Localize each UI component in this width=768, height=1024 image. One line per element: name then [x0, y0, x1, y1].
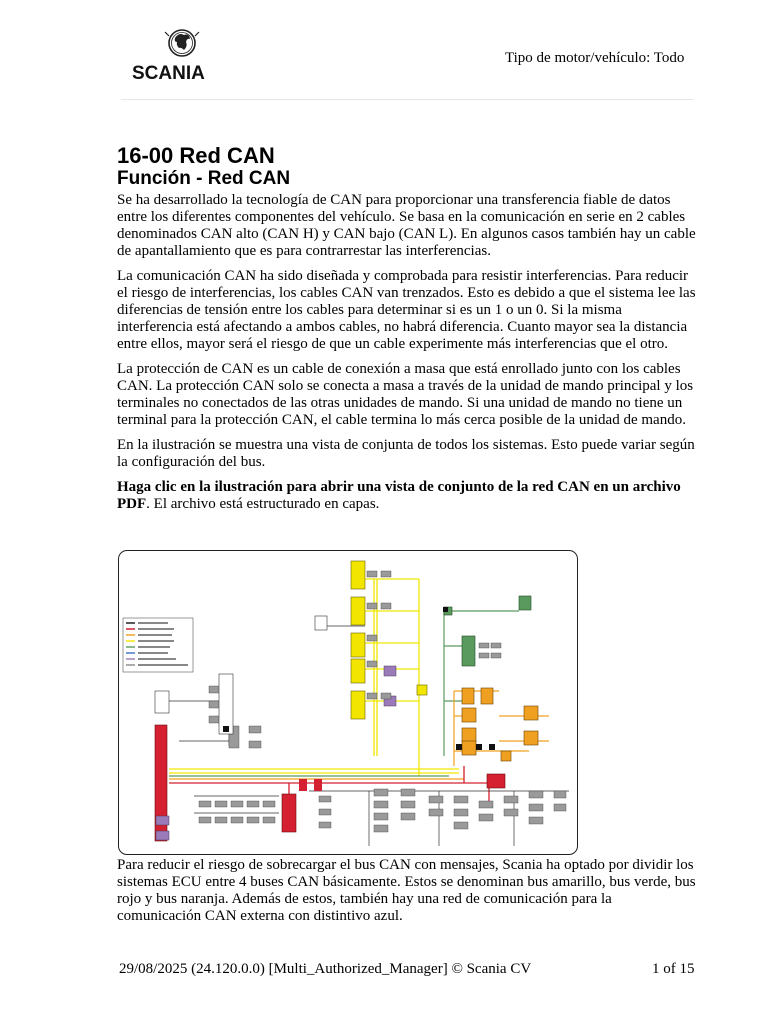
svg-text:SCANIA: SCANIA	[132, 63, 205, 84]
paragraph-protection: La protección de CAN es un cable de conexión a masa que está enrollado junto con los cables CAN. La protección CAN solo se conecta a masa a través de la unidad de mando principal y los terminales no conectados de las otras unidades de mando. Si una unidad de mando no tiene un terminal para la protección CAN, el cable termina lo más cerca posible de la unidad de mando.	[117, 361, 694, 428]
page-title: 16-00 Red CAN	[117, 143, 275, 168]
header-divider	[121, 99, 693, 100]
paragraph-intro: Se ha desarrollado la tecnología de CAN para proporcionar una transferencia fiable de datos entre los diferentes componentes del vehículo. Se basa en la comunicación en serie en 2 cables denominados CAN alto (CAN H) y CAN bajo (CAN L). En algunos casos también hay un cable de apantallamiento que es para contrarrestar las interferencias.	[117, 192, 696, 259]
paragraph-pdf-link[interactable]	[117, 479, 697, 513]
diagram-legend	[123, 618, 193, 672]
vehicle-type-label: Tipo de motor/vehículo: Todo	[505, 50, 685, 66]
paragraph-interference: La comunicación CAN ha sido diseñada y comprobada para resistir interferencias. Para reducir el riesgo de interferencias, los cables CAN van trenzados. Esto es debido a que el sistema lee las diferencias de tensión entre los cables para determinar si es un 1 o un 0. Si la misma interferencia está afectando a ambos cables, no habrá diferencia. Cuanto mayor sea la distancia entre ellos, mayor será el riesgo de que un cable experimente más interferencias que el otro.	[117, 268, 696, 352]
red-unit-4	[314, 779, 322, 791]
page-number: 1 of 15	[652, 961, 695, 977]
pdf-link-rest: . El archivo está estructurado en capas.	[146, 496, 380, 512]
red-unit-3	[299, 779, 307, 791]
orange-ecus	[462, 688, 538, 761]
paragraph-illustration: En la ilustración se muestra una vista de conjunta de todos los sistemas. Esto puede variar según la configuración del bus.	[117, 437, 695, 470]
red-unit-2	[282, 794, 296, 832]
document-body	[117, 144, 697, 521]
footer-meta: 29/08/2025 (24.120.0.0) [Multi_Authorized_Manager] © Scania CV	[119, 961, 532, 977]
document-body-continued	[117, 857, 697, 933]
scania-logo	[121, 26, 241, 86]
yellow-bus-lines	[169, 579, 459, 776]
paragraph-bus-split: Para reducir el riesgo de sobrecargar el bus CAN con mensajes, Scania ha optado por dividir los sistemas ECU entre 4 buses CAN básicamente. Estos se denominan bus amarillo, bus verde, bus rojo y bus naranja. Además de estos, también hay una red de comunicación para la comunicación CAN externa con distintivo azul.	[117, 857, 696, 924]
pdf-link-bold[interactable]: Haga clic en la ilustración para abrir una vista de conjunto de la red CAN en un archivo PDF	[117, 479, 681, 512]
section-heading: Función - Red CAN	[117, 168, 291, 189]
can-network-diagram[interactable]	[118, 550, 578, 855]
red-unit-5	[487, 774, 505, 788]
can-network-drawing	[119, 551, 578, 855]
